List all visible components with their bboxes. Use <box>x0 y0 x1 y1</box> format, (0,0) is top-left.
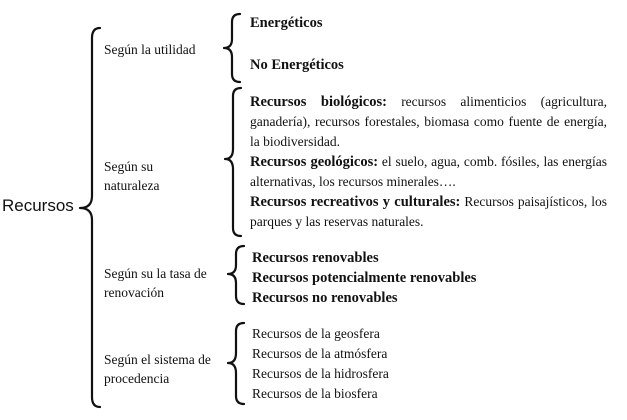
leaf-no-energeticos: No Energéticos <box>250 57 344 73</box>
leaf-geologicos <box>250 152 607 192</box>
leaf-no-renovables: Recursos no renovables <box>252 290 398 306</box>
desc-recreativos: Recursos paisajísticos, los parques y las reservas naturales. <box>250 194 607 229</box>
leaf-recreativos <box>250 192 607 232</box>
leaf-renovables: Recursos renovables <box>252 250 379 266</box>
category-procedencia: Según el sistema de procedencia <box>104 352 211 386</box>
term-recreativos: Recursos recreativos y culturales: <box>250 194 461 210</box>
category-utilidad: Según la utilidad <box>104 42 196 57</box>
term-biologicos: Recursos biológicos: <box>250 94 387 110</box>
renovacion-brace <box>228 246 244 304</box>
leaf-hidrosfera: Recursos de la hidrosfera <box>252 366 389 381</box>
leaf-geosfera: Recursos de la geosfera <box>252 326 380 341</box>
leaf-potencialmente-renovables: Recursos potencialmente renovables <box>252 270 477 286</box>
term-geologicos: Recursos geológicos: <box>250 154 379 170</box>
leaf-biosfera: Recursos de la biosfera <box>252 386 378 401</box>
root-brace <box>80 28 100 407</box>
category-renovacion: Según su la tasa de renovación <box>104 266 207 300</box>
desc-geologicos: el suelo, agua, comb. fósiles, las energías alternativas, los recursos minerales…. <box>250 154 607 189</box>
desc-biologicos: recursos alimenticios (agricultura, ganadería), recursos forestales, biomasa como fuente de energía, la biodiversidad. <box>250 94 607 149</box>
leaf-energeticos: Energéticos <box>250 15 323 31</box>
naturaleza-brace <box>225 88 241 236</box>
leaf-atmosfera: Recursos de la atmósfera <box>252 346 388 361</box>
root-label: Recursos <box>2 196 74 215</box>
utilidad-brace <box>224 14 240 82</box>
category-naturaleza: Según su naturaleza <box>104 159 160 193</box>
procedencia-brace <box>228 323 244 404</box>
leaf-biologicos <box>250 92 607 152</box>
